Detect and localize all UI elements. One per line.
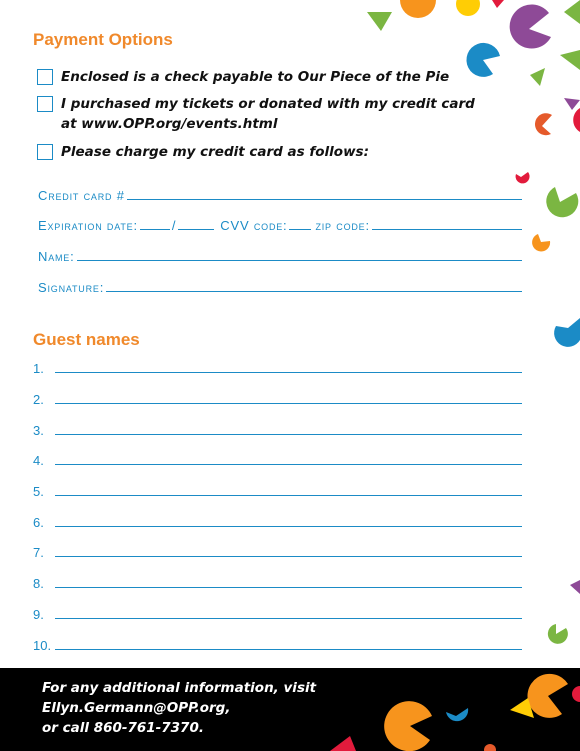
footer-pie-blue — [446, 708, 468, 721]
guest-row[interactable] — [33, 392, 522, 407]
guest-name-line[interactable] — [55, 617, 522, 619]
credit-card-number-field[interactable] — [38, 188, 522, 203]
guest-name-line[interactable] — [55, 463, 522, 465]
expiration-year-line[interactable] — [178, 228, 214, 230]
name-field[interactable] — [38, 249, 522, 264]
guest-number: 10. — [33, 638, 52, 653]
guest-number: 6. — [33, 515, 44, 530]
confetti-pie-purple — [510, 5, 551, 49]
cvv-line[interactable] — [289, 228, 311, 230]
footer-pie-decoration — [0, 668, 580, 751]
confetti-triangle-purple — [570, 580, 580, 594]
online-option-label: I purchased my tickets or donated with my credit card at www.OPP.org/events.html — [61, 96, 475, 132]
name-line[interactable] — [77, 259, 522, 261]
footer-dot-orange — [484, 744, 496, 751]
guest-name-line[interactable] — [55, 586, 522, 588]
guest-number: 7. — [33, 545, 44, 560]
guest-row[interactable] — [33, 638, 522, 653]
guest-number: 5. — [33, 484, 44, 499]
guest-row[interactable] — [33, 607, 522, 622]
guest-row[interactable] — [33, 423, 522, 438]
guest-name-line[interactable] — [55, 494, 522, 496]
confetti-halfcircle-red — [573, 108, 580, 132]
footer-pie-orange — [527, 674, 568, 718]
guest-row[interactable] — [33, 576, 522, 591]
check-option-label: Enclosed is a check payable to Our Piece of the Pie — [61, 69, 450, 85]
confetti-triangle-green — [564, 0, 580, 24]
guest-row[interactable] — [33, 361, 522, 376]
expiration-row — [38, 218, 522, 233]
guest-number: 2. — [33, 392, 44, 407]
guest-name-line[interactable] — [55, 555, 522, 557]
payment-options-title: Payment Options — [33, 30, 173, 49]
name-label: Name: — [38, 249, 75, 264]
confetti-pie-red — [516, 172, 530, 183]
footer-dot-red — [572, 686, 580, 702]
guest-number: 9. — [33, 607, 44, 622]
credit-card-label: Credit card # — [38, 188, 125, 203]
confetti-pie-orange — [400, 0, 436, 18]
confetti-triangle-green — [367, 12, 392, 31]
payment-option-credit-card[interactable] — [37, 144, 481, 162]
footer-line-email: For any additional information, visit Ellyn.Germann@OPP.org, — [42, 680, 317, 716]
expiration-label: Expiration date: — [38, 218, 138, 233]
guest-row[interactable] — [33, 515, 522, 530]
guest-number: 4. — [33, 453, 44, 468]
credit-card-line[interactable] — [127, 198, 522, 200]
expiration-month-line[interactable] — [140, 228, 170, 230]
payment-option-online[interactable] — [37, 96, 481, 134]
zip-line[interactable] — [372, 228, 522, 230]
confetti-pie-green — [548, 624, 568, 644]
expiration-separator: / — [171, 218, 177, 233]
cvv-label: CVV code: — [220, 218, 288, 233]
guest-name-line[interactable] — [55, 371, 522, 373]
guest-name-line[interactable] — [55, 648, 522, 650]
guest-names-title: Guest names — [33, 330, 140, 349]
footer-line-phone: or call 860-761-7370. — [42, 720, 204, 736]
confetti-pie-orange — [535, 113, 552, 135]
signature-label: Signature: — [38, 280, 105, 295]
footer-bar — [0, 668, 580, 751]
guest-name-line[interactable] — [55, 433, 522, 435]
confetti-pie-blue — [554, 318, 580, 347]
confetti-triangle-green — [560, 50, 580, 70]
zip-label: zip code: — [315, 218, 370, 233]
signature-line[interactable] — [106, 290, 522, 292]
confetti-dot-yellow — [456, 0, 480, 16]
confetti-triangle-red — [492, 0, 504, 8]
signature-field[interactable] — [38, 280, 522, 295]
guest-number: 3. — [33, 423, 44, 438]
confetti-triangle-green — [530, 68, 545, 86]
footer-triangle-red — [330, 736, 356, 751]
confetti-pie-green — [546, 187, 578, 217]
check-checkbox[interactable] — [37, 69, 53, 85]
payment-option-check[interactable] — [37, 69, 481, 87]
guest-row[interactable] — [33, 545, 522, 560]
guest-name-line[interactable] — [55, 525, 522, 527]
guest-row[interactable] — [33, 453, 522, 468]
credit-card-checkbox[interactable] — [37, 144, 53, 160]
online-checkbox[interactable] — [37, 96, 53, 112]
guest-number: 8. — [33, 576, 44, 591]
guest-number: 1. — [33, 361, 44, 376]
footer-pie-orange — [384, 701, 432, 751]
confetti-pie-orange — [532, 234, 550, 251]
guest-name-line[interactable] — [55, 402, 522, 404]
credit-card-option-label: Please charge my credit card as follows: — [61, 144, 369, 160]
confetti-triangle-purple — [564, 98, 580, 110]
guest-row[interactable] — [33, 484, 522, 499]
